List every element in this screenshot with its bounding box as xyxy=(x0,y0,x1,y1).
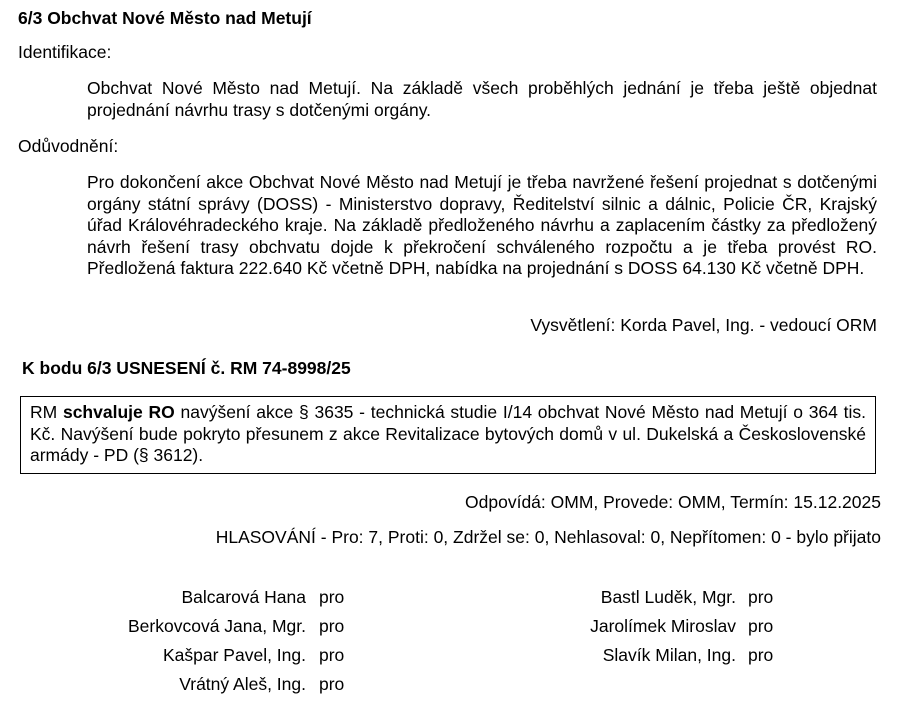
resolution-box xyxy=(20,396,876,474)
member-name: Jarolímek Miroslav xyxy=(590,616,736,636)
member-vote: pro xyxy=(319,674,345,694)
member-vote: pro xyxy=(319,645,345,665)
responsibility-line: Odpovídá: OMM, Provede: OMM, Termín: 15.12.2025 xyxy=(465,492,881,512)
voting-result: HLASOVÁNÍ - Pro: 7, Proti: 0, Zdržel se: 0, Nehlasoval: 0, Nepřítomen: 0 - bylo přijato xyxy=(215,527,881,547)
member-row xyxy=(0,674,347,703)
member-name: Slavík Milan, Ing. xyxy=(602,645,736,665)
member-row xyxy=(0,587,777,616)
justification-label: Odůvodnění: xyxy=(18,136,119,156)
members-right-column xyxy=(0,587,777,674)
member-vote: pro xyxy=(748,645,774,665)
resolution-prefix: RM xyxy=(30,402,63,422)
resolution-verb: schvaluje RO xyxy=(62,402,175,422)
section-title: 6/3 Obchvat Nové Město nad Metují xyxy=(18,8,312,28)
member-name: Bastl Luděk, Mgr. xyxy=(600,587,736,607)
resolution-heading: K bodu 6/3 USNESENÍ č. RM 74-8998/25 xyxy=(22,358,351,378)
justification-text: Pro dokončení akce Obchvat Nové Město nad Metují je třeba navržené řešení projednat s dotčenými orgány státní správy (DOSS) - Ministerstvo dopravy, Ředitelství silnic a dálnic, Policie ČR, Krajský úřad Královéhradeckého kraje. Na základě předloženého návrhu a zaplacením částky za předložený návrh řešení trasy obchvatu dojde k překročení schváleného rozpočtu a je třeba provést RO. Předložená faktura 222.640 Kč včetně DPH, nabídka na projednání s DOSS 64.130 Kč včetně DPH. xyxy=(87,172,877,278)
member-name: Berkovcová Jana, Mgr. xyxy=(128,616,306,636)
member-row xyxy=(0,616,777,645)
member-name: Balcarová Hana xyxy=(181,587,306,607)
member-vote: pro xyxy=(319,616,345,636)
member-vote: pro xyxy=(319,587,345,607)
resolution-text: navýšení akce § 3635 - technická studie I/14 obchvat Nové Město nad Metují o 364 tis. Kč. Navýšení bude pokryto přesunem z akce Revitalizace bytových domů v ul. Dukelská a Československé armády - PD (§ 3612). xyxy=(30,402,867,465)
member-name: Kašpar Pavel, Ing. xyxy=(163,645,306,665)
member-vote: pro xyxy=(748,587,774,607)
member-row xyxy=(0,645,777,674)
identification-text: Obchvat Nové Město nad Metují. Na základě všech proběhlých jednání je třeba ještě objednat projednání návrhu trasy s dotčenými orgány. xyxy=(87,78,877,120)
explanation-line: Vysvětlení: Korda Pavel, Ing. - vedoucí ORM xyxy=(530,315,877,335)
member-vote: pro xyxy=(748,616,774,636)
member-name: Vrátný Aleš, Ing. xyxy=(179,674,306,694)
identification-label: Identifikace: xyxy=(18,42,112,62)
